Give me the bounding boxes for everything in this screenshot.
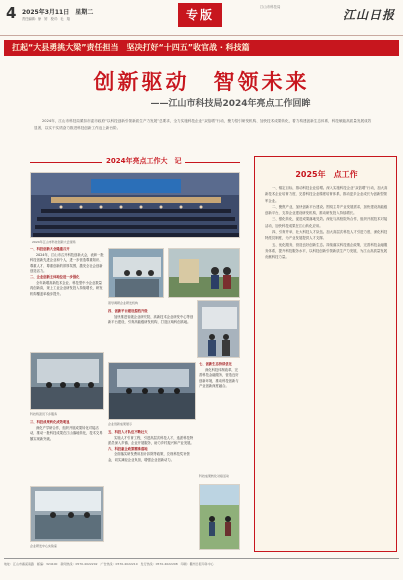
banner-text: 扛起“大县勇挑大梁”责任担当 坚决打好“十四五”收官战 · 科技篇 [12, 43, 250, 52]
article-paragraph: 2024年，江山市召开科技创新大会，表彰一批科技创新先进企业和个人，进一步营造尊重知识、尊重人才、尊重创新的浓厚氛围，激发全社会创新创造活力。 [30, 252, 104, 274]
plan-paragraph: 五、优化服务，营造良好创新生态。持续落实科技惠企政策，完善科技金融服务体系，提升科技服务水平，以科技创新引领新质生产力发展，为江山高质量发展贡献科技力量。 [265, 242, 388, 260]
main-title: 创新驱动 智领未来 [93, 70, 310, 94]
page-footer: 地址：江山市鹿溪南路 邮编：324100 新闻热线：0570-4022202 广告热线：0570-4022210 发行热线：0570-4022208 印刷：衢州日报印务中心 [4, 558, 399, 566]
article-paragraph: 实施人才引育工程，引进高层次科技人才，选派科技特派员深入乡镇、企业开展服务，助力乡村振兴和产业发展。 [108, 435, 194, 446]
article-subheading: 五、科技人才队伍不断壮大 [108, 430, 148, 434]
article-col-1-mid [30, 420, 104, 484]
article-subheading: 三、科技成果转化成效明显 [30, 420, 70, 424]
tech-service-image [169, 249, 240, 298]
article-col-2-bottom [108, 430, 196, 552]
newspaper-logo: 江山日报 [342, 8, 395, 22]
article-paragraph: 深化产学研合作，组织开展成果转化对接活动，推动一批科技成果在江山落地转化，技术交易额实现新突破。 [30, 425, 103, 441]
photo-result-transfer [30, 352, 104, 410]
article-subheading: 六、科技惠企政策精准落地 [108, 446, 148, 451]
sub-title: ——江山市科技局2024年亮点工作回眸 [150, 99, 311, 109]
photo-innovation-show [197, 300, 240, 358]
section-label: 专版 [178, 3, 222, 27]
caption-innovation-show: 科技成果转化对接活动 [199, 474, 230, 478]
lab-image [31, 487, 104, 542]
plan-2025-panel [254, 156, 397, 552]
caption-tech-exchange: 企业创新成果展示 [108, 422, 133, 426]
article-subheading: 一、科技创新大会隆重召开 [30, 247, 70, 251]
page-header [0, 0, 403, 36]
photo-lab [30, 486, 104, 542]
article-subheading: 七、创新生态持续优化 [199, 362, 232, 366]
page-number: 4 [6, 4, 17, 22]
article-col-3 [199, 362, 240, 472]
tech-exchange-image [109, 363, 196, 420]
article-col-2-top [108, 309, 194, 359]
intro-paragraph: 2024年，江山市科技局紧扣市委市政府“以科技创新引领新质生产力发展”总要求，全力实施科技企业“双倍增”行动，聚力招引研发机构、加快技术成果转化，着力构建创新生态体系，科技赋能高质量发展成效显著，以实干实绩奋力推进科技创新工作迈上新台阶。 [34, 119, 372, 130]
photo-research-visit [108, 248, 164, 298]
caption-conference: 2024年江山市科技创新大会现场 [32, 240, 76, 244]
editor-line: 责任编辑：徐 婷 校对：毛 翔 [22, 17, 70, 21]
article-col-1-top [30, 247, 104, 347]
article-paragraph: 深化科技体制改革，完善科技金融服务，营造良好创新环境，推动科技创新与产业创新深度融合。 [199, 367, 239, 389]
theme-banner [4, 40, 399, 56]
article-subheading: 四、创新平台建设提档升级 [108, 309, 148, 313]
photo-tech-exchange [108, 362, 196, 420]
photo-tech-service [168, 248, 240, 298]
article-subheading: 二、企业创新主体地位进一步强化 [30, 274, 80, 279]
plan-paragraph: 三、强化转化，促进成果落地见效。深化与高校院所合作，组织开展技术对接活动，加快科技成果在江山转化应用。 [265, 217, 388, 228]
caption-research-visit: 领导调研企业研发机构 [108, 301, 139, 305]
caption-lab: 企业研发中心实验室 [30, 544, 58, 548]
innovation-show-image [198, 301, 240, 358]
conference-image [31, 173, 240, 238]
plan-paragraph: 一、锚定目标，推动科技企业倍增。深入实施科技企业“双倍增”行动，加大高新技术企业培育力度，完善科技企业梯度培育体系，推动更多企业成长为创新型领军企业。 [265, 186, 388, 203]
plan-paragraph: 二、聚焦产业，加快创新平台建设。围绕主导产业发展需求，加快建设高能级创新平台，支持企业建设研发机构，推动研发投入持续增长。 [265, 204, 388, 216]
section-label-text: 2024年亮点工作大 记 [102, 156, 185, 166]
header-meta: 江山市科技局 [260, 5, 281, 9]
research-visit-image [109, 249, 164, 298]
result-transfer-image [31, 353, 104, 410]
plan-paragraph: 四、引育并举，壮大科技人才队伍。加大高层次科技人才引进力度，深化科技特派员制度，为产业发展提供人才支撑。 [265, 230, 388, 241]
caption-result-transfer: 科技特派员下乡服务 [30, 412, 58, 416]
section-header [30, 156, 240, 168]
article-paragraph: 全年新增高新技术企业、科技型中小企业数量再创新高，规上工业企业研发投入持续增长，研发机构覆盖率稳步提升。 [30, 280, 103, 296]
article-paragraph: 全面落实研发费用加计扣除等政策，兑现科技奖补资金，切实减轻企业负担，增强企业创新动力。 [108, 452, 190, 462]
plan-2025-body [265, 185, 388, 545]
garden-image [200, 485, 240, 550]
article-paragraph: 加快推进省级企业研究院、高新技术企业研发中心等创新平台建设，引育高能级研发机构，打造区域科创高地。 [108, 314, 194, 325]
plan-2025-title: 2025年 点工作 [295, 170, 358, 179]
issue-date: 2025年3月11日 星期二 [22, 9, 94, 16]
photo-garden [199, 484, 240, 550]
photo-conference [30, 172, 240, 238]
